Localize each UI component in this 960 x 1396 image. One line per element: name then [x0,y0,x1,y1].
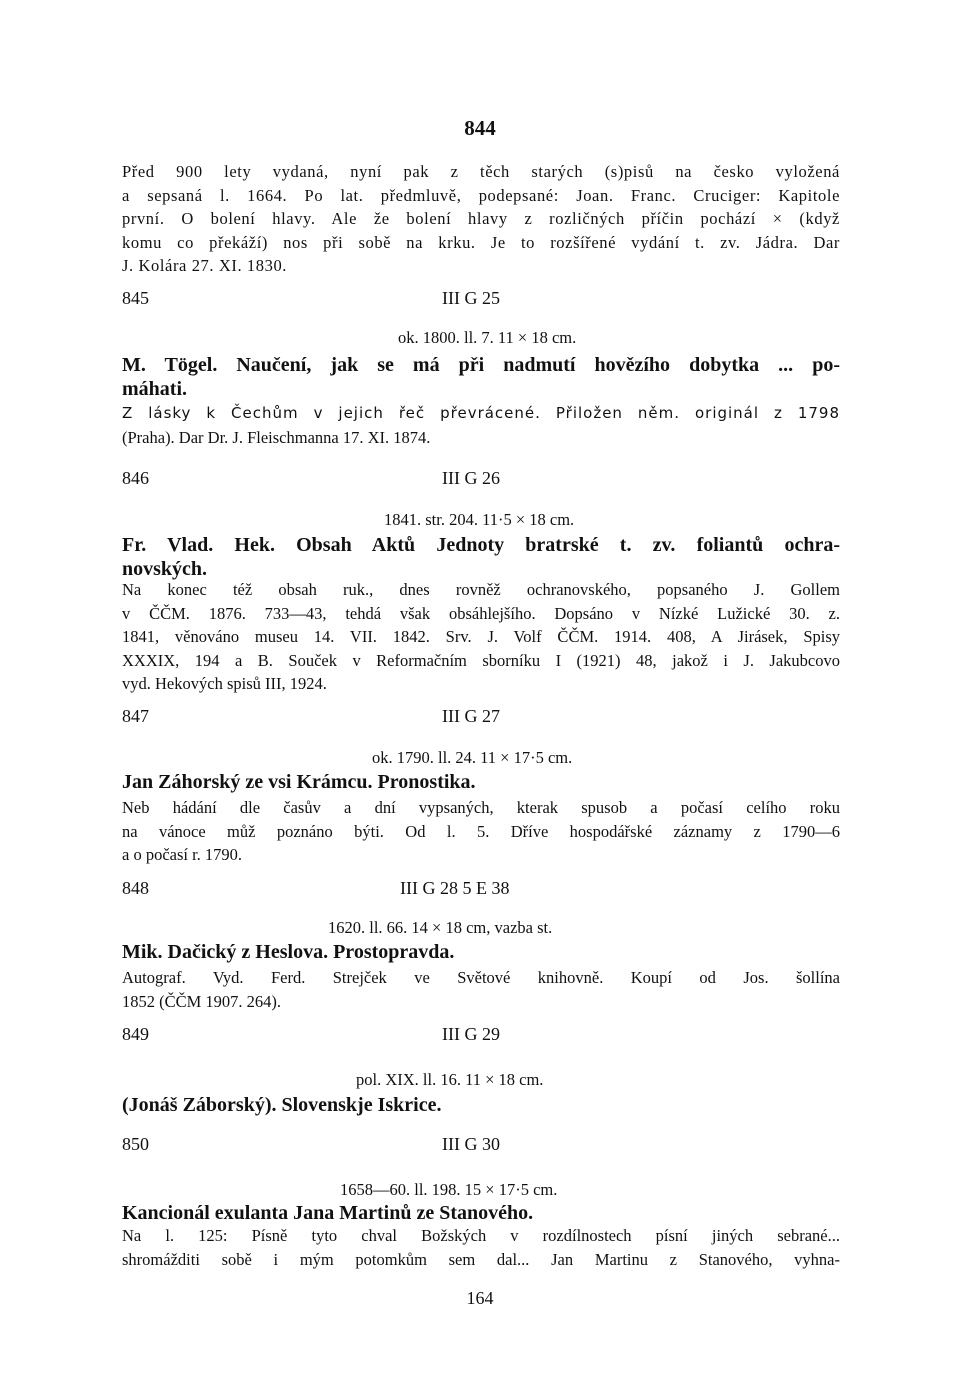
title-line: Mik. Dačický z Heslova. Prostopravda. [122,941,455,963]
intro-paragraph [122,160,840,278]
title-line: (Jonáš Záborský). Slovenskje Iskrice. [122,1094,442,1116]
entry-signature: III G 28 5 E 38 [400,878,510,898]
entry-849-dimensions: pol. XIX. ll. 16. 11 × 18 cm. [356,1070,544,1089]
entry-846-title [122,533,840,581]
desc-line: Z lásky k Čechům v jejich řeč převrácené. Přiložen něm. originál z 1798 [122,404,840,422]
entry-850-description [122,1224,840,1271]
title-line: novských. [122,558,208,580]
title-line: máhati. [122,378,187,400]
entry-847-description [122,796,840,867]
entry-847-header [122,706,840,732]
title-line: Fr. Vlad. Hek. Obsah Aktů Jednoty bratrské t. zv. foliantů ochra- [122,534,840,556]
intro-line: Před 900 lety vydaná, nyní pak z těch starých (s)pisů na česko vyložená [122,162,840,181]
entry-signature: III G 26 [442,468,500,488]
entry-849-title [122,1093,840,1117]
entry-signature: III G 27 [442,706,500,726]
entry-signature: III G 25 [442,288,500,308]
entry-number: 850 [122,1134,149,1154]
entry-846-description [122,578,840,696]
entry-850-header [122,1134,840,1160]
desc-line: Na konec též obsah ruk., dnes rovněž ochranovského, popsaného J. Gollem [122,580,840,599]
intro-line: komu co překáží) nos při sobě na krku. Je to rozšířené vydání t. zv. Jádra. Dar [122,232,840,252]
entry-848-header [122,878,840,904]
intro-line: a sepsaná l. 1664. Po lat. předmluvě, podepsané: Joan. Franc. Cruciger: Kapitole [122,185,840,205]
title-line: Jan Záhorský ze vsi Krámcu. Pronostika. [122,771,476,793]
intro-line: J. Kolára 27. XI. 1830. [122,256,288,276]
page-number-top: 844 [464,116,496,140]
entry-number: 845 [122,288,149,308]
desc-line: a o počasí r. 1790. [122,845,243,865]
desc-line: na vánoce můž poznáno býti. Od l. 5. Dříve hospodářské záznamy z 1790—6 [122,821,840,841]
entry-848-description [122,966,840,1013]
entry-845-description [122,402,840,449]
desc-line: 1841, věnováno museu 14. VII. 1842. Srv. J. Volf ČČM. 1914. 408, A Jirásek, Spisy [122,627,840,647]
intro-line: první. O bolení hlavy. Ale že bolení hlavy z rozličných příčin pochází × (když [122,209,840,229]
title-line: Kancionál exulanta Jana Martinů ze Stanového. [122,1202,534,1224]
desc-line: vyd. Hekových spisů III, 1924. [122,674,327,694]
entry-846-header [122,468,840,494]
entry-845-header [122,288,840,314]
desc-line: (Praha). Dar Dr. J. Fleischmanna 17. XI. 1874. [122,427,431,447]
desc-line: Na l. 125: Písně tyto chval Božských v rozdílnostech písní jiných sebrané... [122,1226,840,1245]
entry-850-title [122,1201,840,1225]
entry-signature: III G 30 [442,1134,500,1154]
entry-846-dimensions: 1841. str. 204. 11·5 × 18 cm. [384,510,575,529]
entry-signature: III G 29 [442,1024,500,1044]
desc-line: Autograf. Vyd. Ferd. Strejček ve Světové knihovně. Koupí od Jos. šollína [122,968,840,987]
page-number-bottom: 164 [466,1288,494,1308]
desc-line: 1852 (ČČM 1907. 264). [122,991,282,1011]
entry-848-title [122,940,840,964]
entry-848-dimensions: 1620. ll. 66. 14 × 18 cm, vazba st. [328,918,553,937]
desc-line: Neb hádání dle časův a dní vypsaných, kterak spusob a počasí celího roku [122,798,840,817]
entry-845-title [122,353,840,401]
entry-number: 847 [122,706,149,726]
desc-line: XXXIX, 194 a B. Souček v Reformačním sborníku I (1921) 48, jakož i J. Jakubcovo [122,650,840,670]
desc-line: shromážditi sobě i mým potomkům sem dal... Jan Martinu z Stanového, vyhna- [122,1249,840,1269]
entry-847-title [122,770,840,794]
entry-number: 848 [122,878,149,898]
desc-line: v ČČM. 1876. 733—43, tehdá však obsáhlejšího. Dopsáno v Nízké Lužické 30. z. [122,603,840,623]
entry-850-dimensions: 1658—60. ll. 198. 15 × 17·5 cm. [340,1180,558,1199]
entry-845-dimensions: ok. 1800. ll. 7. 11 × 18 cm. [398,328,577,347]
title-line: M. Tögel. Naučení, jak se má při nadmutí hovězího dobytka ... po- [122,354,840,376]
entry-number: 849 [122,1024,149,1044]
entry-847-dimensions: ok. 1790. ll. 24. 11 × 17·5 cm. [372,748,573,767]
entry-849-header [122,1024,840,1050]
entry-number: 846 [122,468,149,488]
